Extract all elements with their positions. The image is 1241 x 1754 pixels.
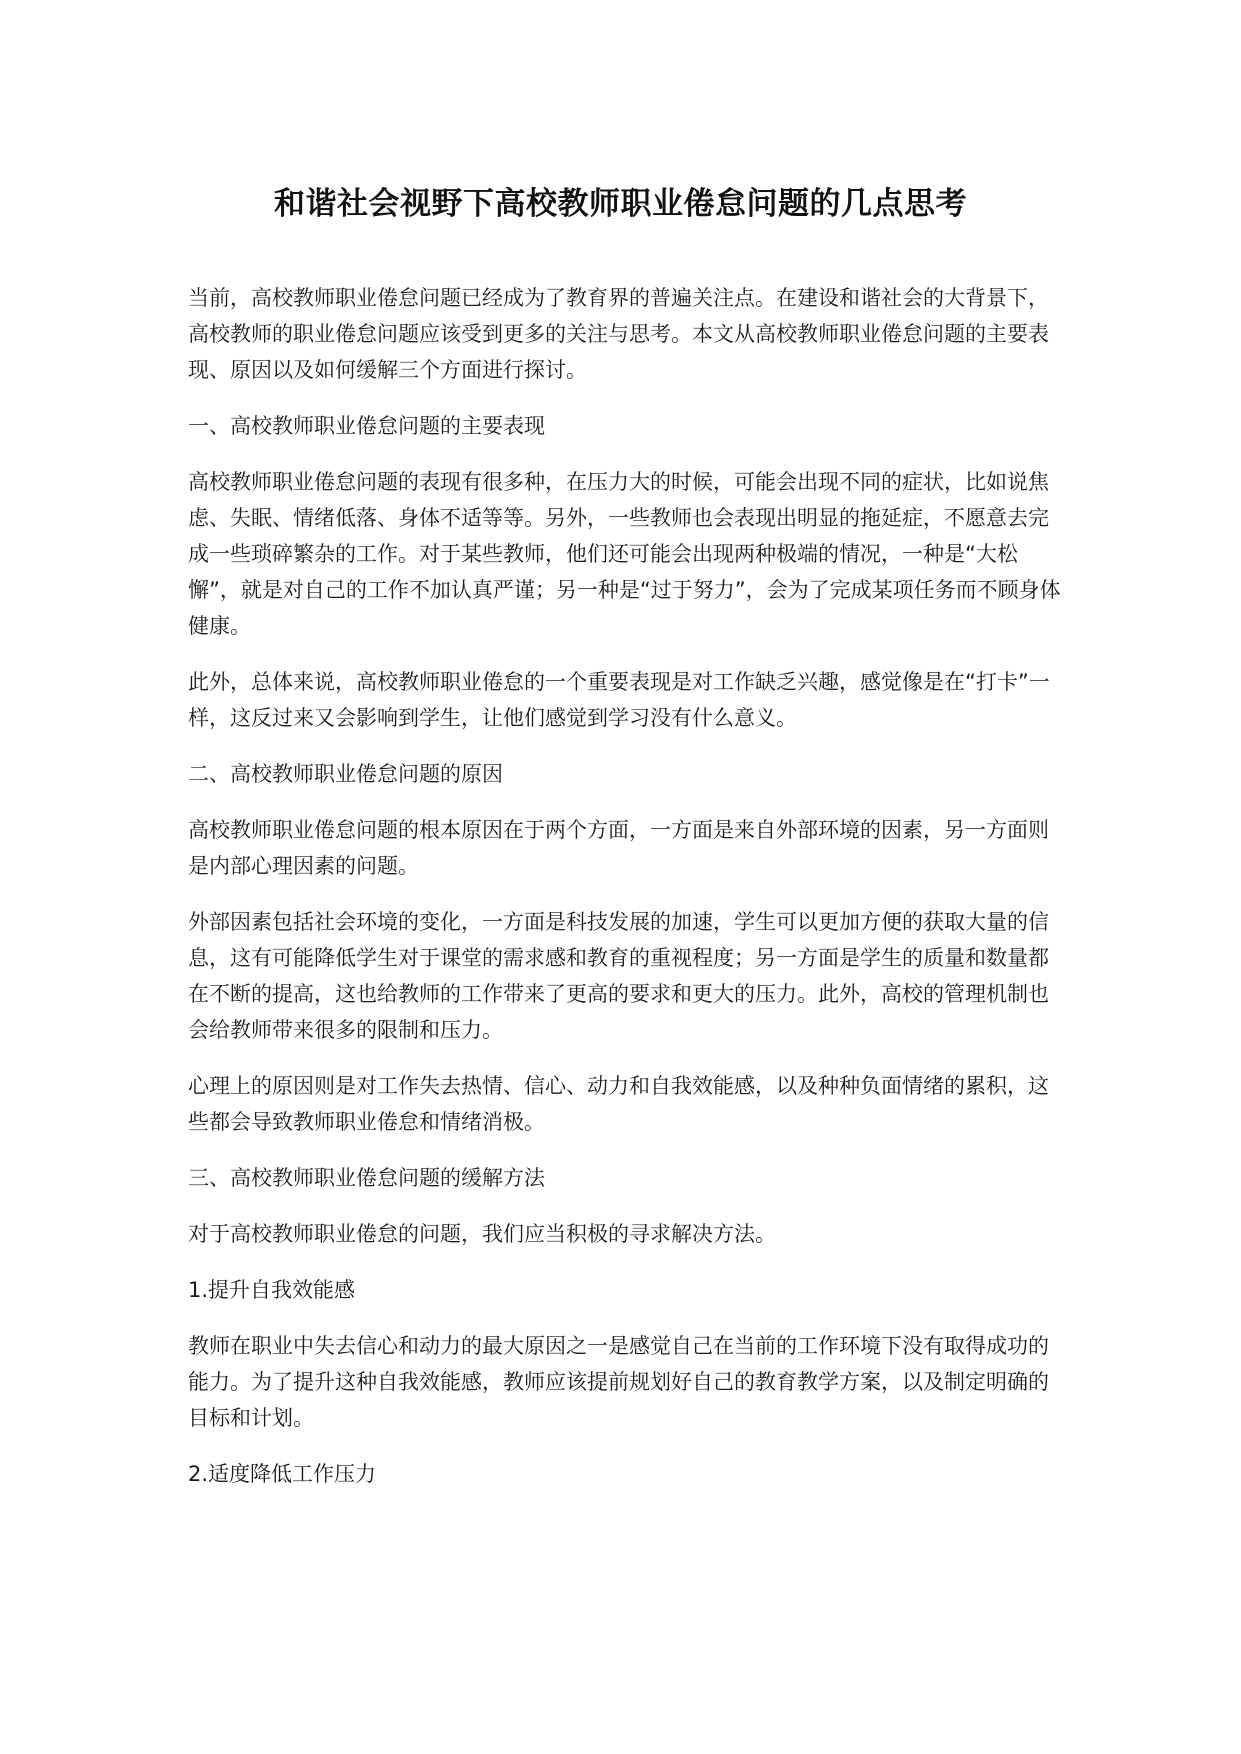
body-paragraph: 教师在职业中失去信心和动力的最大原因之一是感觉自己在当前的工作环境下没有取得成功的能力。为了提升这种自我效能感，教师应该提前规划好自己的教育教学方案，以及制定明确的目标和计划。 — [188, 1334, 1049, 1430]
section-heading-2: 二、高校教师职业倦怠问题的原因 — [188, 762, 503, 786]
document-body — [188, 280, 1068, 1512]
body-paragraph: 高校教师职业倦怠问题的根本原因在于两个方面，一方面是来自外部环境的因素，另一方面则是内部心理因素的问题。 — [188, 818, 1049, 878]
body-paragraph: 外部因素包括社会环境的变化，一方面是科技发展的加速，学生可以更加方便的获取大量的信息，这有可能降低学生对于课堂的需求感和教育的重视程度；另一方面是学生的质量和数量都在不断的提高，这也给教师的工作带来了更高的要求和更大的压力。此外，高校的管理机制也会给教师带来很多的限制和压力。 — [188, 910, 1049, 1042]
body-paragraph: 心理上的原因则是对工作失去热情、信心、动力和自我效能感，以及种种负面情绪的累积，这些都会导致教师职业倦怠和情绪消极。 — [188, 1074, 1049, 1134]
body-paragraph: 高校教师职业倦怠问题的表现有很多种，在压力大的时候，可能会出现不同的症状，比如说焦虑、失眠、情绪低落、身体不适等等。另外，一些教师也会表现出明显的拖延症，不愿意去完成一些琐碎繁杂的工作。对于某些教师，他们还可能会出现两种极端的情况，一种是“大松懈”，就是对自己的工作不加认真严谨；另一种是“过于努力”，会为了完成某项任务而不顾身体健康。 — [188, 470, 1061, 638]
section-heading-1: 一、高校教师职业倦怠问题的主要表现 — [188, 414, 545, 438]
subsection-heading-2: 2.适度降低工作压力 — [188, 1462, 377, 1486]
intro-paragraph: 当前，高校教师职业倦怠问题已经成为了教育界的普遍关注点。在建设和谐社会的大背景下，高校教师的职业倦怠问题应该受到更多的关注与思考。本文从高校教师职业倦怠问题的主要表现、原因以及如何缓解三个方面进行探讨。 — [188, 286, 1049, 382]
body-paragraph: 对于高校教师职业倦怠的问题，我们应当积极的寻求解决方法。 — [188, 1222, 776, 1246]
body-paragraph: 此外，总体来说，高校教师职业倦怠的一个重要表现是对工作缺乏兴趣，感觉像是在“打卡”一样，这反过来又会影响到学生，让他们感觉到学习没有什么意义。 — [188, 670, 1050, 730]
document-title: 和谐社会视野下高校教师职业倦怠问题的几点思考 — [274, 186, 967, 222]
subsection-heading-1: 1.提升自我效能感 — [188, 1278, 356, 1302]
section-heading-3: 三、高校教师职业倦怠问题的缓解方法 — [188, 1166, 545, 1190]
